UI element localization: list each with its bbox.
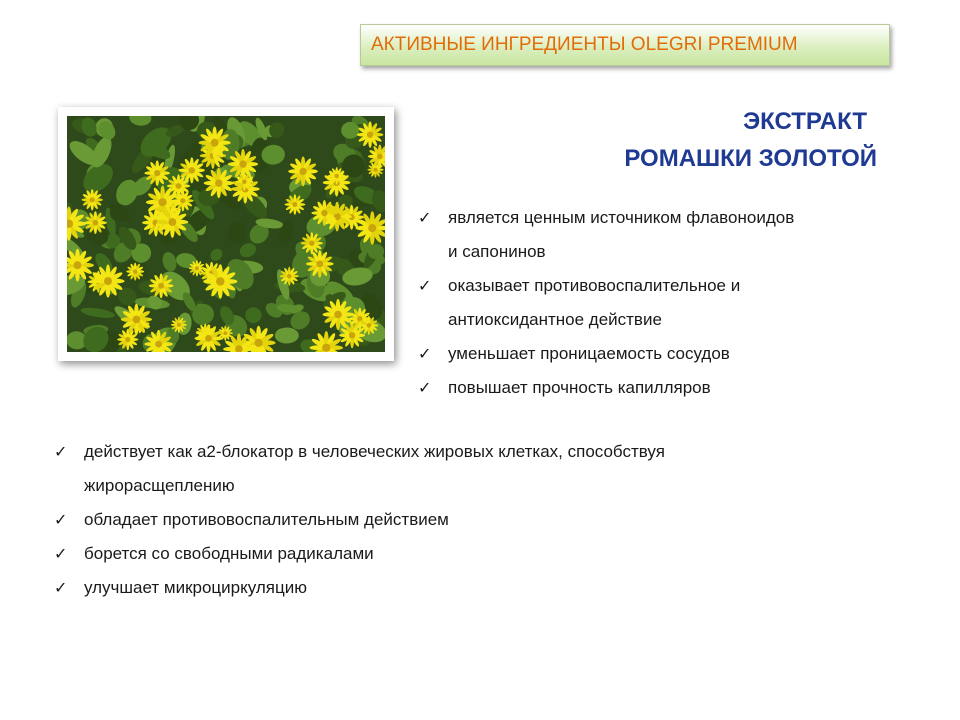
checkmark-icon: ✓: [54, 544, 68, 563]
title-line-1: ЭКСТРАКТ: [743, 108, 867, 135]
list-item-text: борется со свободными радикалами: [84, 544, 374, 563]
list-item-text: оказывает противовоспалительное и: [448, 276, 741, 295]
list-item: [418, 269, 918, 337]
product-title: [624, 103, 877, 177]
benefits-list-top: [418, 201, 918, 405]
benefits-list-bottom: [54, 435, 874, 605]
checkmark-icon: ✓: [54, 442, 68, 461]
list-item: [418, 337, 918, 371]
checkmark-icon: ✓: [418, 378, 432, 397]
chamomile-photo-frame: [58, 107, 394, 361]
header-banner: [360, 24, 890, 66]
list-item: [54, 435, 874, 503]
list-item: [418, 201, 918, 269]
list-item-text: уменьшает проницаемость сосудов: [448, 344, 730, 363]
list-item-text: обладает противовоспалительным действием: [84, 510, 449, 529]
list-item-text: действует как а2-блокатор в человеческих жировых клетках, способствуя: [84, 442, 665, 461]
title-line-2: РОМАШКИ ЗОЛОТОЙ: [624, 145, 877, 172]
list-item: [54, 571, 874, 605]
chamomile-photo: [67, 116, 385, 352]
checkmark-icon: ✓: [418, 276, 432, 295]
list-item-text: улучшает микроциркуляцию: [84, 578, 307, 597]
list-item-text: является ценным источником флавоноидов: [448, 208, 795, 227]
list-item-text-cont: жирорасщеплению: [84, 476, 235, 495]
checkmark-icon: ✓: [418, 344, 432, 363]
list-item-text-cont: антиоксидантное действие: [448, 310, 662, 329]
list-item: [54, 503, 874, 537]
banner-text: АКТИВНЫЕ ИНГРЕДИЕНТЫ OLEGRI PREMIUM: [371, 34, 798, 55]
list-item-text: повышает прочность капилляров: [448, 378, 711, 397]
list-item: [54, 537, 874, 571]
list-item-text-cont: и сапонинов: [448, 242, 546, 261]
checkmark-icon: ✓: [54, 578, 68, 597]
checkmark-icon: ✓: [418, 208, 432, 227]
list-item: [418, 371, 918, 405]
checkmark-icon: ✓: [54, 510, 68, 529]
